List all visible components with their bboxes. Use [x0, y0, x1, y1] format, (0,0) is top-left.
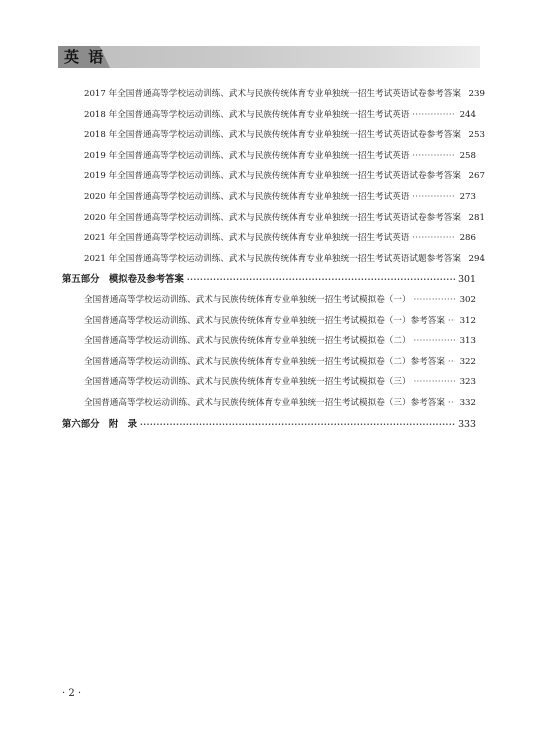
toc-entry-page: 302 — [459, 294, 476, 305]
toc-entry[interactable] — [62, 125, 485, 146]
toc-entry-page: 294 — [468, 253, 485, 264]
toc-leader-dots — [412, 228, 455, 249]
toc-part-heading[interactable] — [62, 269, 476, 290]
toc-entry-title: 第五部分 模拟卷及参考答案 — [62, 274, 184, 286]
toc-leader-dots — [412, 105, 455, 126]
toc-entry-page: 244 — [459, 109, 476, 120]
toc-entry-title: 2020 年全国普通高等学校运动训练、武术与民族传统体育专业单独统一招生考试英语试卷参考答案 — [84, 212, 461, 223]
running-header — [58, 46, 480, 68]
toc-entry-page: 281 — [468, 212, 485, 223]
toc-leader-dots — [448, 352, 455, 373]
toc-entry-title: 2019 年全国普通高等学校运动训练、武术与民族传统体育专业单独统一招生考试英语试卷参考答案 — [84, 171, 461, 182]
toc-entry-page: 286 — [459, 233, 476, 244]
toc-entry[interactable] — [62, 105, 476, 126]
toc-entry-page: 333 — [458, 418, 476, 430]
toc-entry-title: 2019 年全国普通高等学校运动训练、武术与民族传统体育专业单独统一招生考试英语 — [84, 150, 410, 161]
toc-leader-dots — [414, 331, 455, 352]
toc-entry-page: 322 — [459, 356, 476, 367]
toc-entry[interactable] — [62, 331, 476, 352]
toc-entry-title: 2021 年全国普通高等学校运动训练、武术与民族传统体育专业单独统一招生考试英语试题参考答案 — [84, 253, 461, 264]
toc-leader-dots — [187, 269, 455, 290]
toc-leader-dots — [448, 311, 455, 332]
toc-entry[interactable] — [62, 84, 485, 105]
toc-entry-page: 253 — [468, 130, 485, 141]
toc-entry-title: 2017 年全国普通高等学校运动训练、武术与民族传统体育专业单独统一招生考试英语试卷参考答案 — [84, 89, 461, 99]
toc-entry-page: 267 — [468, 171, 485, 182]
toc-entry-title: 第六部分 附 录 — [62, 418, 138, 430]
header-gradient-bar — [58, 46, 480, 68]
toc-entry-page: 273 — [459, 191, 476, 202]
toc-entry-page: 301 — [458, 274, 476, 286]
toc-entry-title: 全国普通高等学校运动训练、武术与民族传统体育专业单独统一招生考试模拟卷（一）参考答案 — [84, 315, 445, 326]
toc-entry-page: 258 — [459, 150, 476, 161]
toc-leader-dots — [414, 290, 455, 311]
toc-entry[interactable] — [62, 228, 476, 249]
toc-entry[interactable] — [62, 290, 476, 311]
toc-entry-title: 全国普通高等学校运动训练、武术与民族传统体育专业单独统一招生考试模拟卷（三） — [84, 377, 411, 388]
toc-entry[interactable] — [62, 352, 476, 373]
header-subject-title: 英 语 — [64, 48, 106, 66]
toc-entry-title: 全国普通高等学校运动训练、武术与民族传统体育专业单独统一招生考试模拟卷（二）参考答案 — [84, 356, 445, 367]
toc-entry-title: 2020 年全国普通高等学校运动训练、武术与民族传统体育专业单独统一招生考试英语 — [84, 191, 410, 202]
toc-part-heading[interactable] — [62, 414, 476, 435]
toc-entry-title: 2018 年全国普通高等学校运动训练、武术与民族传统体育专业单独统一招生考试英语试卷参考答案 — [84, 130, 461, 141]
toc-leader-dots — [412, 187, 455, 208]
toc-entry-page: 312 — [459, 315, 476, 326]
toc-entry-title: 全国普通高等学校运动训练、武术与民族传统体育专业单独统一招生考试模拟卷（三）参考答案 — [84, 397, 445, 408]
toc-entry-title: 2021 年全国普通高等学校运动训练、武术与民族传统体育专业单独统一招生考试英语 — [84, 233, 410, 244]
toc-leader-dots — [414, 372, 455, 393]
toc-entry[interactable] — [62, 166, 485, 187]
toc-entry-page: 313 — [459, 336, 476, 347]
toc-entry[interactable] — [62, 208, 485, 229]
table-of-contents — [62, 84, 485, 434]
page-number: · 2 · — [62, 688, 82, 699]
toc-entry[interactable] — [62, 372, 476, 393]
toc-leader-dots — [140, 414, 455, 435]
toc-entry-page: 332 — [459, 397, 476, 408]
toc-entry[interactable] — [62, 187, 476, 208]
toc-entry[interactable] — [62, 146, 476, 167]
toc-leader-dots — [448, 393, 455, 414]
toc-entry-page: 323 — [459, 377, 476, 388]
toc-entry-title: 全国普通高等学校运动训练、武术与民族传统体育专业单独统一招生考试模拟卷（二） — [84, 336, 411, 347]
toc-entry-title: 2018 年全国普通高等学校运动训练、武术与民族传统体育专业单独统一招生考试英语 — [84, 109, 410, 120]
toc-entry-page: 239 — [468, 89, 485, 99]
toc-entry-title: 全国普通高等学校运动训练、武术与民族传统体育专业单独统一招生考试模拟卷（一） — [84, 294, 411, 305]
toc-entry[interactable] — [62, 311, 476, 332]
toc-entry[interactable] — [62, 393, 476, 414]
toc-entry[interactable] — [62, 249, 485, 270]
toc-leader-dots — [412, 146, 455, 167]
